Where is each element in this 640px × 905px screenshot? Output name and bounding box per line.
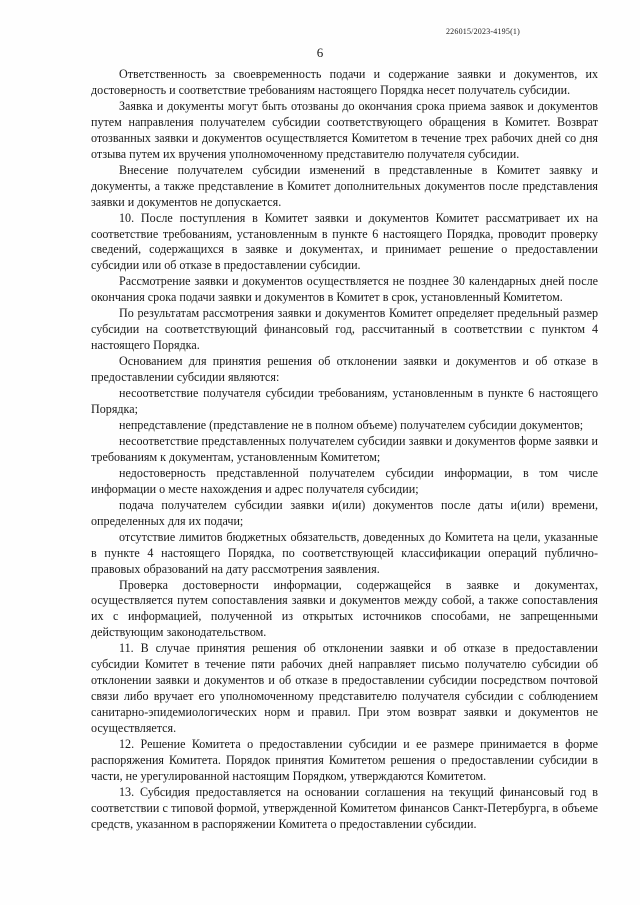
- list-item-ground: несоответствие представленных получателем субсидии заявки и документов форме заявки и требованиям к документам, установленным Комитетом;: [91, 433, 598, 464]
- list-item-ground: непредставление (представление не в полном объеме) получателем субсидии документов;: [119, 417, 584, 432]
- paragraph-subsidy-limit: По результатам рассмотрения заявки и документов Комитет определяет предельный размер субсидии на соответствующий финансовый год, рассчитанный в соответствии с пунктом 4 настоящего Порядка.: [91, 306, 598, 353]
- paragraph-clause-12: 12. Решение Комитета о предоставлении субсидии и ее размере принимается в форме распоряжения Комитета. Порядок принятия Комитетом решения о предоставлении субсидии в части, не урегулированной настоящим Порядком, утверждаются Комитетом.: [91, 737, 598, 783]
- paragraph-verification: Проверка достоверности информации, содержащейся в заявке и документах, осуществляется путем сопоставления заявки и документов между собой, а также сопоставления их с информацией, полученной из открытых источников способами, не запрещенными действующим законодательством.: [91, 577, 598, 640]
- page-number: 6: [316, 45, 324, 60]
- paragraph-responsibility: Ответственность за своевременность подачи и содержание заявки и документов, их достоверность и соответствие требованиям настоящего Порядка несет получатель субсидии.: [91, 67, 598, 97]
- paragraph-changes: Внесение получателем субсидии изменений в представленные в Комитет заявку и документы, а также представление в Комитет дополнительных документов после представления заявки и документов не допускается.: [91, 162, 598, 209]
- paragraph-clause-13: 13. Субсидия предоставляется на основании соглашения на текущий финансовый год в соответствии с типовой формой, утвержденной Комитетом финансов Санкт-Петербурга, в объеме средств, указанном в распоряжении Комитета о предоставлении субсидии.: [91, 784, 598, 831]
- list-item-ground: отсутствие лимитов бюджетных обязательств, доведенных до Комитета на цели, указанные в пункте 4 настоящего Порядка, по соответствующей классификации операций публично-правовых образований на дату рассмотрения заявления.: [91, 529, 598, 576]
- paragraph-rejection-grounds: Основанием для принятия решения об отклонении заявки и документов и об отказе в предоставлении субсидии являются:: [91, 354, 598, 385]
- document-number: 226015/2023-4195(1): [445, 27, 520, 36]
- paragraph-review-term: Рассмотрение заявки и документов осуществляется не позднее 30 календарных дней после окончания срока подачи заявки и документов в Комитет в срок, установленный Комитетом.: [91, 274, 598, 305]
- document-body: [91, 67, 598, 833]
- paragraph-withdrawal: Заявка и документы могут быть отозваны до окончания срока приема заявок и документов путем направления получателем субсидии соответствующего обращения в Комитет. Возврат отозванных заявки и документов осуществляется Комитетом в течение трех рабочих дней со дня отзыва путем их вручения уполномоченному представителю получателя субсидии.: [91, 98, 598, 161]
- paragraph-clause-10: 10. После поступления в Комитет заявки и документов Комитет рассматривает их на соответствие требованиям, установленным в пункте 6 настоящего Порядка, проводит проверку сведений, содержащихся в заявке и документах, и принимает решение о предоставлении субсидии или об отказе в предоставлении субсидии.: [91, 210, 598, 273]
- list-item-ground: несоответствие получателя субсидии требованиям, установленным в пункте 6 настоящего Порядка;: [91, 386, 598, 417]
- list-item-ground: подача получателем субсидии заявки и(или) документов после даты и(или) времени, определенных для их подачи;: [91, 497, 598, 528]
- list-item-ground: недостоверность представленной получателем субсидии информации, в том числе информации о месте нахождения и адрес получателя субсидии;: [91, 465, 598, 496]
- paragraph-clause-11: 11. В случае принятия решения об отклонении заявки и об отказе в предоставлении субсидии Комитет в течение пяти рабочих дней направляет письмо получателю субсидии об отклонении заявки и документов и об отказе в предоставлении субсидии посредством почтовой связи либо вручает его уполномоченному представителю получателя субсидии с соблюдением санитарно-эпидемиологических норм и правил. При этом возврат заявки и документов не осуществляется.: [91, 641, 598, 736]
